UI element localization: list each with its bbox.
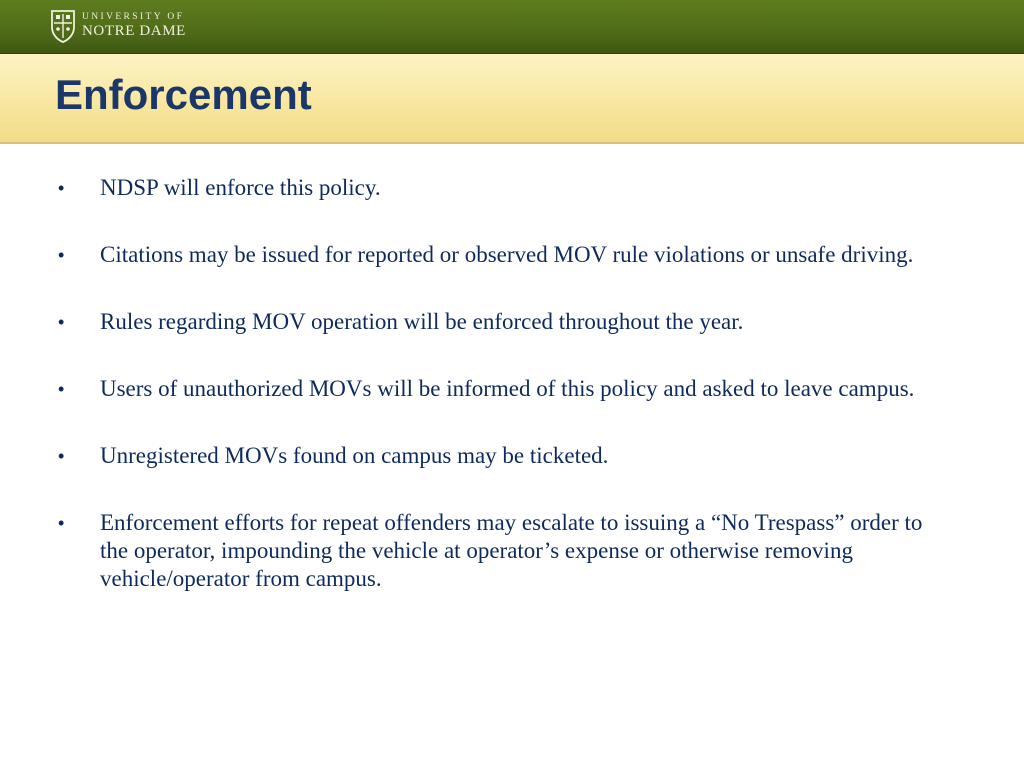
bullet-marker: • bbox=[58, 446, 65, 466]
bullet-text: Enforcement efforts for repeat offenders may escalate to issuing a “No Trespass” order to the operator, impounding the vehicle at operator’s expense or otherwise removing vehicle/operator from campus. bbox=[100, 510, 923, 591]
bullet-text: Rules regarding MOV operation will be enforced throughout the year. bbox=[100, 309, 744, 334]
slide-title: Enforcement bbox=[55, 71, 312, 118]
university-shield-icon bbox=[50, 9, 76, 43]
bullet-item bbox=[58, 442, 938, 470]
logo-wordmark bbox=[82, 13, 186, 40]
title-band bbox=[0, 54, 1024, 144]
bullet-item bbox=[58, 308, 938, 336]
bullet-text: Unregistered MOVs found on campus may be ticketed. bbox=[100, 443, 609, 468]
bullet-text: Citations may be issued for reported or observed MOV rule violations or unsafe driving. bbox=[100, 242, 914, 267]
bullet-item bbox=[58, 375, 938, 403]
university-logo bbox=[50, 8, 186, 44]
bullet-item bbox=[58, 509, 938, 593]
bullet-marker: • bbox=[58, 178, 65, 198]
bullet-item bbox=[58, 241, 938, 269]
logo-line-2: NOTRE DAME bbox=[82, 23, 186, 40]
bullet-text: NDSP will enforce this policy. bbox=[100, 175, 381, 200]
bullet-item bbox=[58, 174, 938, 202]
logo-line-1: UNIVERSITY OF bbox=[82, 11, 185, 22]
bullet-marker: • bbox=[58, 312, 65, 332]
bullet-list bbox=[58, 174, 938, 593]
header-bar bbox=[0, 0, 1024, 54]
bullet-marker: • bbox=[58, 245, 65, 265]
bullet-marker: • bbox=[58, 513, 65, 533]
bullet-text: Users of unauthorized MOVs will be informed of this policy and asked to leave campus. bbox=[100, 376, 915, 401]
bullet-marker: • bbox=[58, 379, 65, 399]
